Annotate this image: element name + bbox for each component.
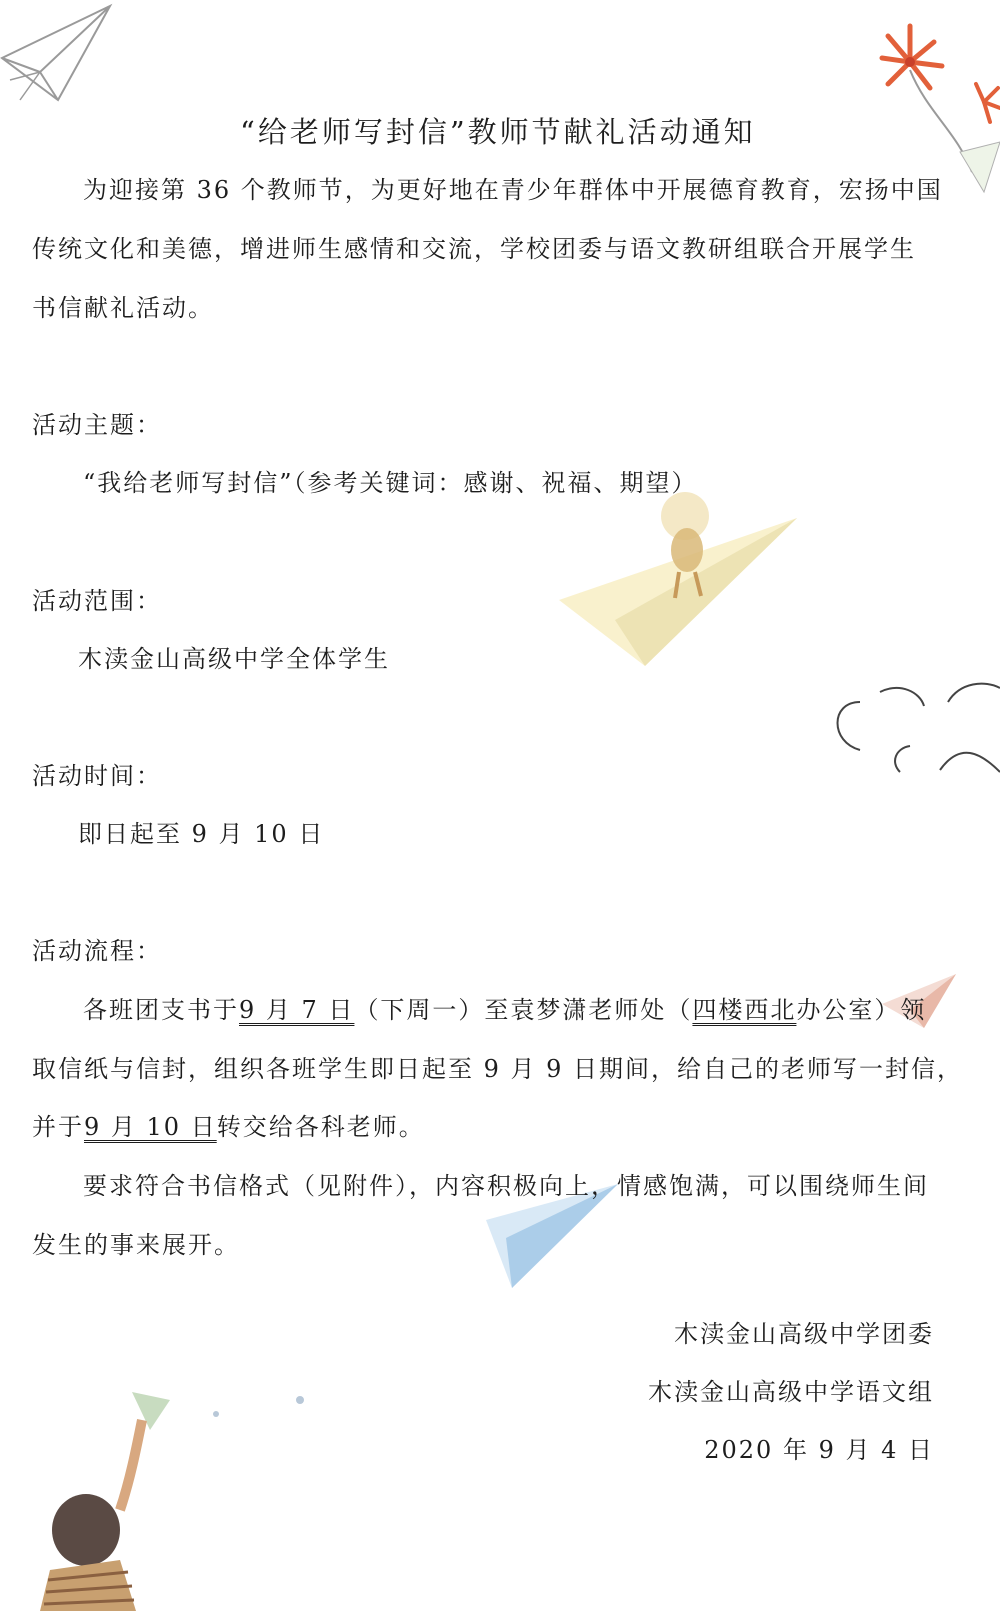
theme-text: “我给老师写封信”（参考关键词：感谢、祝福、期望） <box>83 469 698 497</box>
signature-date: 2020 年 9 月 4 日 <box>704 1436 934 1464</box>
process-line-3 <box>32 1115 425 1139</box>
scope-heading: 活动范围： <box>32 587 162 615</box>
requirement-line-1: 要求符合书信格式（见附件），内容积极向上，情感饱满，可以围绕师生间 <box>83 1172 929 1200</box>
process-text: 办公室）领 <box>796 996 927 1024</box>
process-line-2: 取信纸与信封，组织各班学生即日起至 9 月 9 日期间，给自己的老师写一封信， <box>32 1055 964 1083</box>
deadline-date: 9 月 10 日 <box>84 1113 217 1141</box>
process-text: 转交给各科老师。 <box>216 1113 425 1141</box>
paper-plane-sketch-top-left <box>0 0 130 110</box>
intro-line-3: 书信献礼活动。 <box>32 294 214 322</box>
process-text: 各班团支书于 <box>83 996 239 1024</box>
distribution-date: 9 月 7 日 <box>239 996 355 1024</box>
intro-line-2: 传统文化和美德，增进师生感情和交流，学校团委与语文教研组联合开展学生 <box>32 235 916 263</box>
requirement-line-2: 发生的事来展开。 <box>32 1231 240 1259</box>
process-text: 并于 <box>32 1113 84 1141</box>
time-heading: 活动时间： <box>32 762 162 790</box>
process-line-1 <box>83 998 926 1022</box>
child-with-paper-plane-illustration <box>40 1380 330 1611</box>
process-heading: 活动流程： <box>32 937 162 965</box>
cloud-icon <box>820 672 1000 782</box>
time-text: 即日起至 9 月 10 日 <box>78 820 325 848</box>
theme-heading: 活动主题： <box>32 411 162 439</box>
signature-org-2: 木渎金山高级中学语文组 <box>648 1378 934 1406</box>
intro-line-1: 为迎接第 36 个教师节，为更好地在青少年群体中开展德育教育，宏扬中国 <box>83 176 943 204</box>
paper-plane-icon <box>555 480 805 670</box>
scope-text: 木渎金山高级中学全体学生 <box>78 645 390 673</box>
office-location: 四楼西北 <box>692 996 797 1024</box>
page-title: “给老师写封信”教师节献礼活动通知 <box>240 115 756 149</box>
process-text: （下周一）至袁梦潇老师处（ <box>354 996 693 1024</box>
signature-org-1: 木渎金山高级中学团委 <box>674 1320 934 1348</box>
